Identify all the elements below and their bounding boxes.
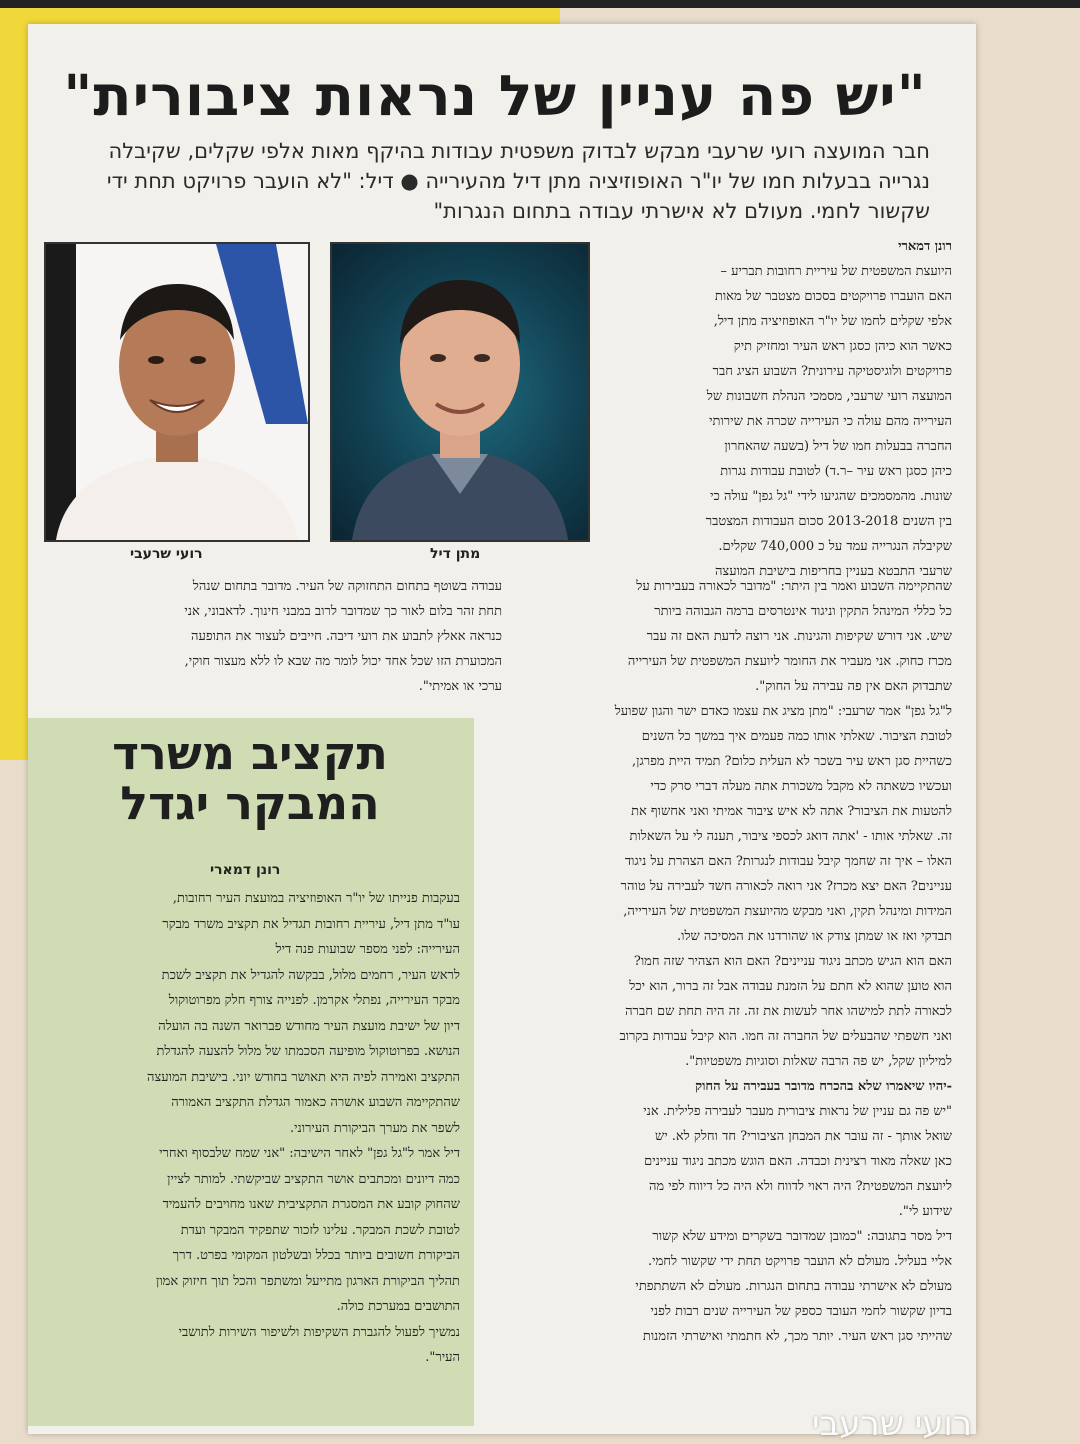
text-line: נמשיך לפעול להגברת השקיפות ולשיפור השירות לתושבי [178, 1324, 460, 1340]
text-line: תחת זהר בלום לאור כך שמדובר לרוב במבני חינוך. לדאבוני, אני [184, 604, 502, 619]
text-line: להטעות את הציבור? אתה לא איש ציבור אמיתי ואני אחשוף את [631, 804, 952, 819]
text-line: דיון של ישיבת מועצת העיר מחודש פברואר השנה בה הועלה [158, 1018, 460, 1034]
sticky-note-edge [0, 0, 30, 760]
text-line: כמה דיונים ומכתבים אושר התקציב שביקשתי. למותר לציין [167, 1171, 460, 1187]
text-line: מכרז כחוק. אני מעביר את החומר ליועצת המשפטית של העירייה [627, 654, 952, 669]
text-line: תבדקי ואז או שמתן צודק או שהורדנו את המסיכה שלו. [677, 929, 952, 944]
text-line: ליועצת המשפטית? היה ראוי לדווח ולא היה כל דיווח לפי מה [648, 1179, 952, 1194]
text-line: לכאורה לתת למישהו אחר לעשות את זה. זה היה תחת שם חברה [625, 1004, 952, 1019]
text-line: האלו – איך זה שחמך קיבל עבודות לנגרות? האם הצהרת על ניגוד [624, 854, 952, 869]
text-line: שקיבלה הנגרייה עמד על כ 740,000 שקלים. [718, 539, 952, 554]
text-line: העיר". [425, 1350, 460, 1365]
text-line: שרעבי התבטא בעניין בחריפות בישיבת המועצה [714, 564, 952, 579]
text-line: דיל מסר בתגובה: "כמובן שמדובר בשקרים ומידע שלא קשור [652, 1229, 952, 1244]
photo-caption: מתן דיל [430, 546, 481, 562]
text-line: תהליך הביקורת הארגון מתייעל ומשתפר והכל תוך חיזוק אמון [156, 1273, 460, 1289]
portrait-man-icon [332, 244, 588, 540]
text-line: זה. שאלתי אותו - 'אתה דואג לכספי ציבור, תענה לי על השאלות [629, 829, 952, 844]
text-line: התקציב ואמירה לפיה היא תאושר בחודש יוני. בישיבת המועצה [146, 1069, 460, 1085]
text-line: דיל אמר ל"גל גפן" לאחר הישיבה: "אני שמח שלבסוף ואחרי [159, 1146, 460, 1161]
text-line: עבודה בשוטף בתחום התחזוקה של העיר. מדובר בתחום שנהל [192, 579, 502, 594]
text-line: למיליון שקל, יש פה הרבה שאלות וסוגיות משפטיות". [685, 1054, 952, 1069]
text-line: הביקורת חשובים ביותר בכלל ובשלטון המקומי בפרט. דרך [172, 1248, 460, 1263]
text-line: העירייה: לפני מספר שבועות פנה דיל [275, 942, 460, 957]
text-line: אלפי שקלים לחמו של יו"ר האופוזיציה מתן דיל, [713, 314, 952, 329]
text-line: שהתקיימה השבוע אושרה כאמור הגדלת התקציב האמורה [171, 1095, 460, 1110]
article-headline: "יש פה עניין של נראות ציבורית" [63, 64, 927, 129]
box-headline-line: המבקר יגדל [120, 776, 380, 830]
text-line: מעולם לא אישרתי עבודה בתחום הנגרות. מעולם לא השתתפתי [635, 1279, 952, 1294]
photo-roi-sharabi [44, 242, 310, 542]
text-line: פרויקטים ולוגיסטיקה עירונית? השבוע הציג חבר [712, 364, 952, 379]
text-line: כיהן כסגן ראש עיר –ר.ד) לטובת עבודות נגרות [720, 464, 952, 479]
subhead-line: חבר המועצה רועי שרעבי מבקש לבדוק משפטית עבודות בהיקף מאות אלפי שקלים, שקיבלה [108, 139, 930, 163]
text-line: עו"ד מתן דיל, עיריית רחובות תגדיל את תקציב משרד מבקר [162, 916, 460, 932]
article-subhead [60, 136, 930, 226]
text-line: המכוערת הזו שכל אחד יכול לומר מה שבא לו ללא מעצור חוקי, [184, 654, 502, 669]
text-line: שהחוק קובע את המסגרת התקציבית שאנו מחויבים להעמיד [162, 1197, 460, 1212]
text-line: עניינים? האם יצא מכרז? אני רואה לכאורה חשד לעבירה על טוהר [620, 879, 952, 894]
text-line: כשהיית סגן ראש עיר בשכר לא העלית כלום? תמיד היית מפרגן, [632, 754, 952, 769]
text-line: בעקבות פנייתו של יו"ר האופוזיציה במועצת העיר רחובות, [172, 891, 460, 906]
subhead-line: שקשור לחמי. מעולם לא אישרתי עבודה בתחום הנגרות" [433, 199, 930, 223]
article-continuation [40, 574, 502, 699]
subhead-line: נגרייה בבעלות חמו של יו"ר האופוזיציה מתן דיל מהעירייה ● דיל: "לא הועבר פרויקט תחת ידי [106, 169, 930, 193]
text-line: העירייה מהם עולה כי העירייה שכרה את שירותי [709, 414, 952, 429]
text-line: המידות ומינהל תקין, ואני מבקש מהיועצת המשפטית של העירייה, [623, 904, 952, 919]
text-line: שיש. אני דורש שקיפות והגינות. אני רוצה לדעת האם זה עבר [646, 629, 952, 644]
text-line: ואני חשפתי שהבעלים של החברה זה חמו. הוא קיבל עבודות בקרוב [619, 1029, 952, 1044]
text-line: שונות. מהמסמכים שהגיעו לידי "גל גפן" עולה כי [710, 489, 952, 504]
box-headline-line: תקציב משרד [112, 726, 388, 780]
text-line: בין השנים 2013-2018 סכום העבודות המצטבר [705, 514, 952, 529]
text-line: ועכשיו כשאתה לא מקבל משכורת אתה מעלה דברי סרק כדי [650, 779, 952, 794]
text-line: -יהיו שיאמרו שלא בהכרח מדובר בעבירה על החוק [695, 1079, 952, 1094]
text-line: המועצה רועי שרעבי, מסמכי הנהלת חשבונות של [706, 389, 952, 404]
text-line: לטובת הציבור. שאלתי אותו כמה פעמים איך במשך כל השנים [641, 729, 952, 744]
text-line: שואל אותך - זה עובר את המבחן הציבורי? חד וחלק לא. יש [654, 1129, 952, 1144]
text-line: היועצת המשפטית של עיריית רחובות תבריע – [720, 264, 952, 279]
box-headline [40, 728, 460, 828]
text-line: שהתקיימה השבוע ואמר בין היתר: "מדובר לכאורה בעבירות על [636, 579, 952, 594]
text-line: הנושא. בפרוטוקול מופיעה הסכמתו של מלול להצעה להגדלת [156, 1044, 460, 1059]
text-line: בדיון שקשור לחמי העובד כספק של העירייה שנים רבות לפני [650, 1304, 952, 1319]
text-line: כנראה אאלץ לתבוע את רועי דיבה. חייבים לעצור את התופעה [191, 629, 502, 644]
text-line: הוא טוען שהוא לא חתם על הזמנת עבודה אבל זה ברור, הוא יכל [629, 979, 952, 994]
text-line: התושבים במערכת כולה. [336, 1299, 460, 1314]
article-byline: רונן דמארי [898, 239, 952, 254]
text-line: אליי בעליל. מעולם לא הועבר פרויקט תחת ידי שקשור לחמי. [648, 1254, 952, 1269]
watermark: רועי שרעבי [812, 1404, 972, 1444]
text-line: שתבדוק האם אין פה עבירה על החוק". [755, 679, 952, 694]
text-line: ערכי או אמיתי". [418, 679, 502, 694]
top-edge [0, 0, 1080, 8]
text-line: שהייתי סגן ראש העיר. יותר מכך, לא חתמתי ואישרתי הזמנות [642, 1329, 952, 1344]
text-line: לשפר את מערך הביקורת העירוני. [289, 1120, 460, 1136]
photo-matan-dil [330, 242, 590, 542]
article-column-right [600, 234, 952, 584]
text-line: לראש העיר, רחמים מלול, בבקשה להגדיל את תקציב לשכת [161, 967, 460, 983]
text-line: החברה בבעלות חמו של דיל (בשעה שהאחרון [724, 439, 952, 454]
text-line: ל"גל גפן" אמר שרעבי: "מתן מציג את עצמו כאדם ישר והגון שפועל [614, 704, 952, 719]
text-line: כאן שאלה מאוד רצינית וכבדה. האם הוגש מכתב ניגוד עניינים [644, 1154, 952, 1169]
box-body [40, 886, 460, 1371]
text-line: האם הועברו פרויקטים בסכום מצטבר של מאות [714, 289, 952, 304]
photo-caption: רועי שרעבי [130, 546, 203, 562]
text-line: כל כללי המינהל התקין וניגוד אינטרסים ברמה הגבוהה ביותר [654, 604, 952, 619]
text-line: שידוע לי". [898, 1204, 952, 1219]
text-line: כאשר הוא כיהן כסגן ראש העיר ומחזיק תיק [733, 339, 952, 354]
portrait-man-icon [46, 244, 308, 540]
article-column-main [492, 574, 952, 1349]
text-line: "יש פה גם עניין של נראות ציבורית מעבר לעבירה פלילית. אני [643, 1104, 952, 1119]
text-line: האם הוא הגיש מכתב ניגוד עניינים? האם הוא הצהיר שזה חמו? [633, 954, 952, 969]
text-line: לטובת לשכת המבקר. עלינו לזכור שתפקיד המבקר ועדת [180, 1222, 460, 1238]
text-line: מבקר העירייה, נפתלי אקרמן. לפנייה צורף חלק מפרוטוקול [168, 993, 460, 1008]
box-byline: רונן דמארי [210, 862, 281, 878]
